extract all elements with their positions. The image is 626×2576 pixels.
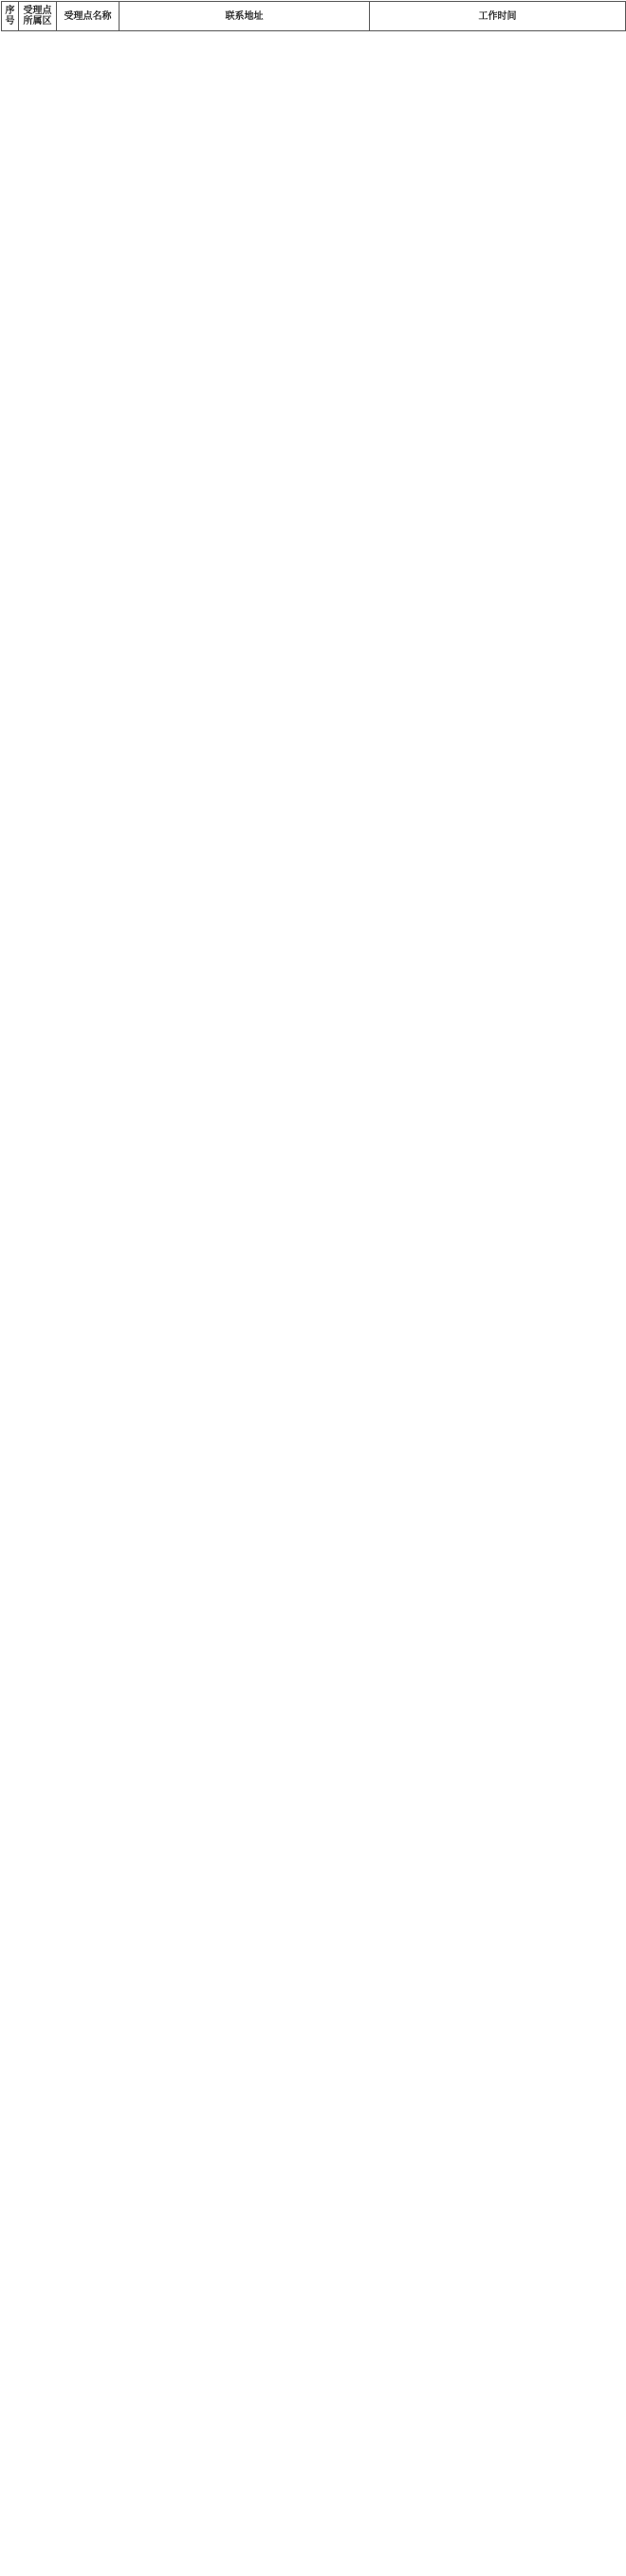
- header-no: 序号: [2, 2, 19, 31]
- service-points-table: [1, 1, 626, 31]
- header-address: 联系地址: [120, 2, 370, 31]
- header-name: 受理点名称: [57, 2, 120, 31]
- header-district: 受理点所属区: [19, 2, 57, 31]
- table-header: [2, 2, 626, 31]
- header-hours: 工作时间: [370, 2, 626, 31]
